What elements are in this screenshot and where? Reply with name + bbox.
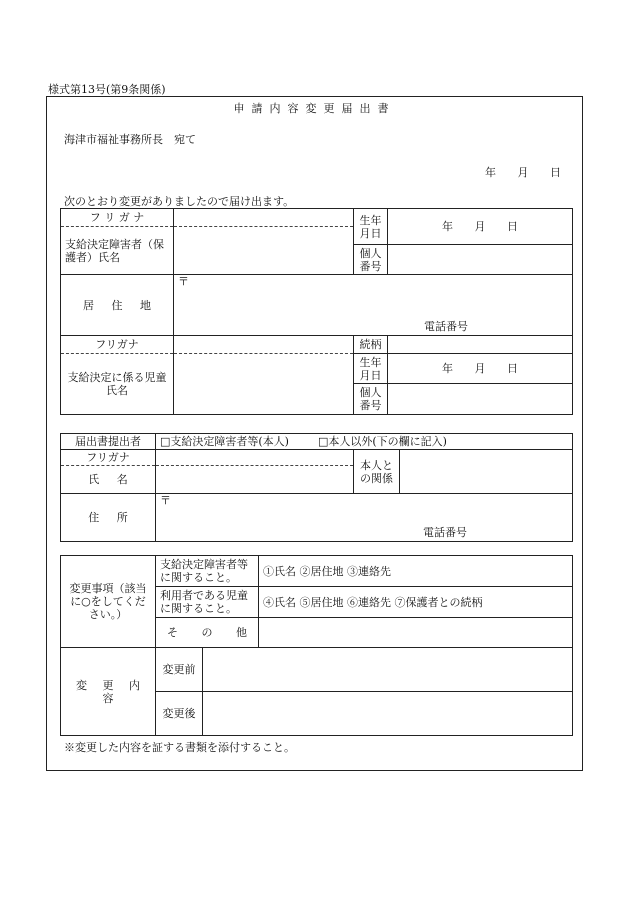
category-2-label: 利用者である児童に関すること。 [156, 587, 259, 618]
before-label: 変更前 [156, 648, 203, 692]
birth-label: 生年月日 [354, 209, 388, 245]
form-number: 様式第13号(第9条関係) [48, 83, 166, 96]
option-other-checkbox[interactable]: □本人以外(下の欄に記入) [317, 435, 447, 448]
birth-date-field[interactable]: 年 月 日 [388, 209, 573, 245]
child-birth-date-field[interactable]: 年 月 日 [388, 354, 573, 384]
id-number-label: 個人番号 [354, 245, 388, 275]
addressee: 海津市福祉事務所長 宛て [64, 133, 196, 146]
applicant-furigana-field[interactable] [174, 209, 354, 227]
child-name-field[interactable] [174, 354, 354, 415]
relation-to-person-label: 本人との関係 [354, 450, 400, 494]
form-title: 申請内容変更届出書 [233, 102, 396, 115]
submitter-name-field[interactable] [156, 466, 354, 494]
submitter-options [156, 434, 573, 450]
relation-field[interactable] [388, 336, 573, 354]
submitter-name-label: 氏 名 [61, 466, 156, 494]
child-furigana-field[interactable] [174, 336, 354, 354]
category-1-label: 支給決定障害者等に関すること。 [156, 556, 259, 587]
address-label: 居 住 地 [61, 275, 174, 336]
id-number-field[interactable] [388, 245, 573, 275]
phone-label: 電話番号 [424, 320, 468, 333]
child-id-label: 個人番号 [354, 384, 388, 415]
submitter-address-field[interactable] [156, 494, 573, 542]
notice-text: 次のとおり変更がありましたので届け出ます。 [64, 195, 295, 208]
child-name-label: 支給決定に係る児童氏名 [61, 354, 174, 415]
submitter-label: 届出書提出者 [61, 434, 156, 450]
change-table [60, 555, 573, 736]
applicant-name-field[interactable] [174, 227, 354, 275]
option-self-checkbox[interactable]: □支給決定障害者等(本人) [160, 435, 289, 448]
category-3-label: そ の 他 [156, 618, 259, 648]
submitter-phone-label: 電話番号 [423, 526, 467, 539]
category-3-field[interactable] [259, 618, 573, 648]
submission-date: 年 月 日 [485, 166, 561, 179]
applicant-name-label: 支給決定障害者（保護者）氏名 [61, 227, 174, 275]
relation-to-person-field[interactable] [400, 450, 573, 494]
category-2-options[interactable]: ④氏名 ⑤居住地 ⑥連絡先 ⑦保護者との続柄 [259, 587, 573, 618]
after-label: 変更後 [156, 692, 203, 736]
change-content-label: 変 更 内 容 [61, 648, 156, 736]
address-field[interactable] [174, 275, 573, 336]
child-id-field[interactable] [388, 384, 573, 415]
furigana-label: フ リ ガ ナ [61, 209, 174, 227]
child-birth-label: 生年月日 [354, 354, 388, 384]
submitter-furigana-label: フリガナ [61, 450, 156, 466]
before-field[interactable] [203, 648, 573, 692]
submitter-address-label: 住 所 [61, 494, 156, 542]
footnote: ※変更した内容を証する書類を添付すること。 [64, 741, 295, 754]
after-field[interactable] [203, 692, 573, 736]
submitter-furigana-field[interactable] [156, 450, 354, 466]
submitter-postal-mark: 〒 [160, 494, 171, 507]
submitter-table [60, 433, 573, 542]
applicant-table [60, 208, 573, 415]
postal-mark: 〒 [178, 275, 189, 288]
change-item-label: 変更事項（該当に○をしてください。） [61, 556, 156, 648]
child-furigana-label: フリガナ [61, 336, 174, 354]
relation-label: 続柄 [354, 336, 388, 354]
category-1-options[interactable]: ①氏名 ②居住地 ③連絡先 [259, 556, 573, 587]
